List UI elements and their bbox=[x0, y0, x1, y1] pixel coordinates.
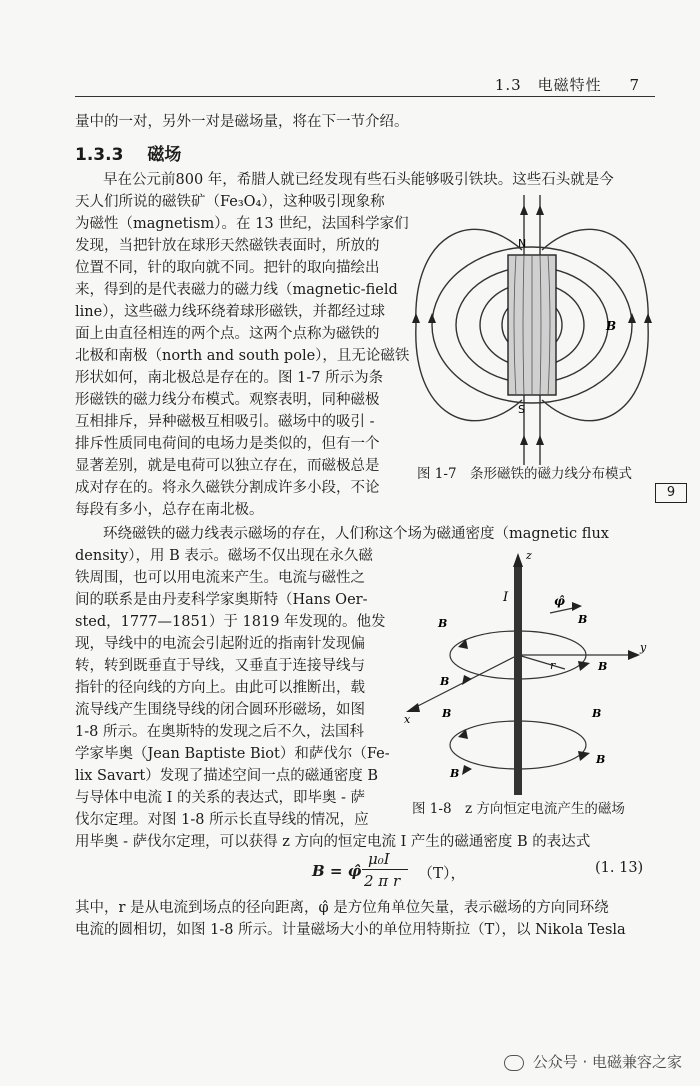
field-label: B bbox=[450, 767, 460, 780]
arrow-icon bbox=[462, 675, 472, 685]
field-label: B bbox=[578, 613, 588, 626]
arrow-icon bbox=[628, 650, 640, 660]
text-line: 互相排斥，异种磁极互相吸引。磁场中的吸引 - bbox=[75, 414, 375, 430]
text-line: 间的联系是由丹麦科学家奥斯特（Hans Oer- bbox=[75, 592, 368, 608]
text-line: 量中的一对，另外一对是磁场量，将在下一节介绍。 bbox=[75, 114, 409, 130]
arrow-icon bbox=[536, 435, 544, 445]
arrow-icon bbox=[412, 313, 420, 323]
text-line: density），用 B 表示。磁场不仅出现在永久磁 bbox=[75, 548, 373, 564]
text-line: 铁周围，也可以用电流来产生。电流与磁性之 bbox=[75, 570, 365, 586]
wechat-icon bbox=[504, 1055, 524, 1071]
text-line: 早在公元前800 年，希腊人就已经发现有些石头能够吸引铁块。这些石头就是今 bbox=[103, 172, 614, 188]
section-number: 1.3.3 bbox=[75, 145, 124, 165]
text-line: line），这些磁力线环绕着球形磁铁，并都经过球 bbox=[75, 304, 385, 320]
page-number: 7 bbox=[629, 76, 640, 94]
arrow-icon bbox=[572, 602, 582, 611]
text-line: 指针的径向线的方向上。由此可以推断出，载 bbox=[75, 680, 365, 696]
text-line: 为磁性（magnetism）。在 13 世纪，法国科学家们 bbox=[75, 216, 409, 232]
text-line: sted，1777—1851）于 1819 年发现的。他发 bbox=[75, 614, 386, 630]
wire bbox=[514, 565, 522, 795]
fraction-bar bbox=[362, 869, 408, 870]
field-label: B bbox=[598, 660, 608, 673]
text-line: 形磁铁的磁力线分布模式。观察表明，同种磁极 bbox=[75, 392, 380, 408]
text-line: 1-8 所示。在奥斯特的发现之后不久，法国科 bbox=[75, 724, 364, 740]
equation-numerator: μ₀I bbox=[368, 850, 390, 868]
arrow-icon bbox=[578, 751, 590, 761]
arrow-icon bbox=[520, 205, 528, 215]
header-section: 1.3 电磁特性 bbox=[494, 76, 602, 94]
phi-label: φ̂ bbox=[554, 594, 565, 608]
text-line: 用毕奥 - 萨伐尔定理，可以获得 z 方向的恒定电流 I 产生的磁通密度 B 的表达式 bbox=[75, 834, 591, 850]
text-line: 其中，r 是从电流到场点的径向距离，φ̂ 是方位角单位矢量，表示磁场的方向同环绕 bbox=[75, 900, 609, 916]
margin-page-marker: 9 bbox=[655, 483, 687, 503]
arrow-icon bbox=[520, 435, 528, 445]
arrow-icon bbox=[513, 553, 523, 567]
figure-bar-magnet bbox=[412, 195, 652, 465]
text-line: 伐尔定理。对图 1-8 所示长直导线的情况，应 bbox=[75, 812, 369, 828]
current-label: I bbox=[503, 590, 509, 605]
text-line: 面上由直径相连的两个点。这两个点称为磁铁的 bbox=[75, 326, 380, 342]
text-line: 电流的圆相切，如图 1-8 所示。计量磁场大小的单位用特斯拉（T），以 Nikola Tesla bbox=[75, 922, 626, 938]
text-line: 流导线产生围绕导线的闭合圆环形磁场，如图 bbox=[75, 702, 365, 718]
text-line: 排斥性质同电荷间的电场力是类似的，但有一个 bbox=[75, 436, 380, 452]
arrow-icon bbox=[428, 313, 436, 323]
section-title: 磁场 bbox=[147, 145, 182, 165]
equation-denominator: 2 π r bbox=[364, 872, 401, 890]
z-label: z bbox=[526, 549, 532, 562]
field-label: B bbox=[438, 617, 448, 630]
text-line: 位置不同，针的取向就不同。把针的取向描绘出 bbox=[75, 260, 380, 276]
figure-1-8-caption: 图 1-8 z 方向恒定电流产生的磁场 bbox=[412, 801, 625, 817]
south-pole-label: S bbox=[518, 403, 525, 416]
arrow-icon bbox=[628, 313, 636, 323]
arrow-icon bbox=[536, 205, 544, 215]
field-label: B bbox=[442, 707, 452, 720]
field-label: B bbox=[596, 753, 606, 766]
equation-lhs: B = φ̂ bbox=[312, 862, 362, 880]
text-line: 每段有多小，总存在南北极。 bbox=[75, 502, 264, 518]
field-label: B bbox=[440, 675, 450, 688]
text-line: 北极和南极（north and south pole），且无论磁铁 bbox=[75, 348, 410, 364]
figure-1-7-caption: 图 1-7 条形磁铁的磁力线分布模式 bbox=[417, 466, 633, 482]
text-line: 环绕磁铁的磁力线表示磁场的存在，人们称这个场为磁通密度（magnetic flux bbox=[103, 526, 609, 542]
field-label: B bbox=[592, 707, 602, 720]
x-label: x bbox=[404, 713, 411, 726]
watermark-text: 公众号 · 电磁兼容之家 bbox=[532, 1053, 682, 1071]
text-line: 来，得到的是代表磁力的磁力线（magnetic-field bbox=[75, 282, 398, 298]
field-label: B bbox=[606, 319, 617, 333]
text-line: lix Savart）发现了描述空间一点的磁通密度 B bbox=[75, 768, 378, 784]
text-line: 转，转到既垂直于导线，又垂直于连接导线与 bbox=[75, 658, 365, 674]
text-line: 天人们所说的磁铁矿（Fe₃O₄），这种吸引现象称 bbox=[75, 194, 385, 210]
text-line: 显著差别，就是电荷可以独立存在，而磁极总是 bbox=[75, 458, 380, 474]
text-line: 学家毕奥（Jean Baptiste Biot）和萨伐尔（Fe- bbox=[75, 746, 390, 762]
running-header bbox=[495, 74, 640, 95]
watermark bbox=[504, 1051, 682, 1072]
text-line: 与导体中电流 I 的关系的表达式，即毕奥 - 萨 bbox=[75, 790, 366, 806]
figure-straight-wire bbox=[400, 545, 655, 800]
header-rule bbox=[75, 96, 655, 97]
arrow-icon bbox=[644, 313, 652, 323]
north-pole-label: N bbox=[518, 237, 527, 250]
y-label: y bbox=[640, 641, 647, 654]
arrow-icon bbox=[406, 703, 420, 712]
equation-number: (1. 13) bbox=[595, 860, 644, 876]
equation-unit: （T）， bbox=[418, 864, 466, 882]
text-line: 成对存在的。将永久磁铁分割成许多小段，不论 bbox=[75, 480, 380, 496]
radius-label: r bbox=[550, 659, 556, 672]
text-line: 现，导线中的电流会引起附近的指南针发现偏 bbox=[75, 636, 365, 652]
text-line: 形状如何，南北极总是存在的。图 1-7 所示为条 bbox=[75, 370, 384, 386]
radius-line bbox=[518, 655, 565, 669]
section-heading bbox=[75, 140, 181, 165]
arrow-icon bbox=[462, 765, 472, 775]
text-line: 发现，当把针放在球形天然磁铁表面时，所放的 bbox=[75, 238, 380, 254]
arrow-icon bbox=[578, 661, 590, 671]
